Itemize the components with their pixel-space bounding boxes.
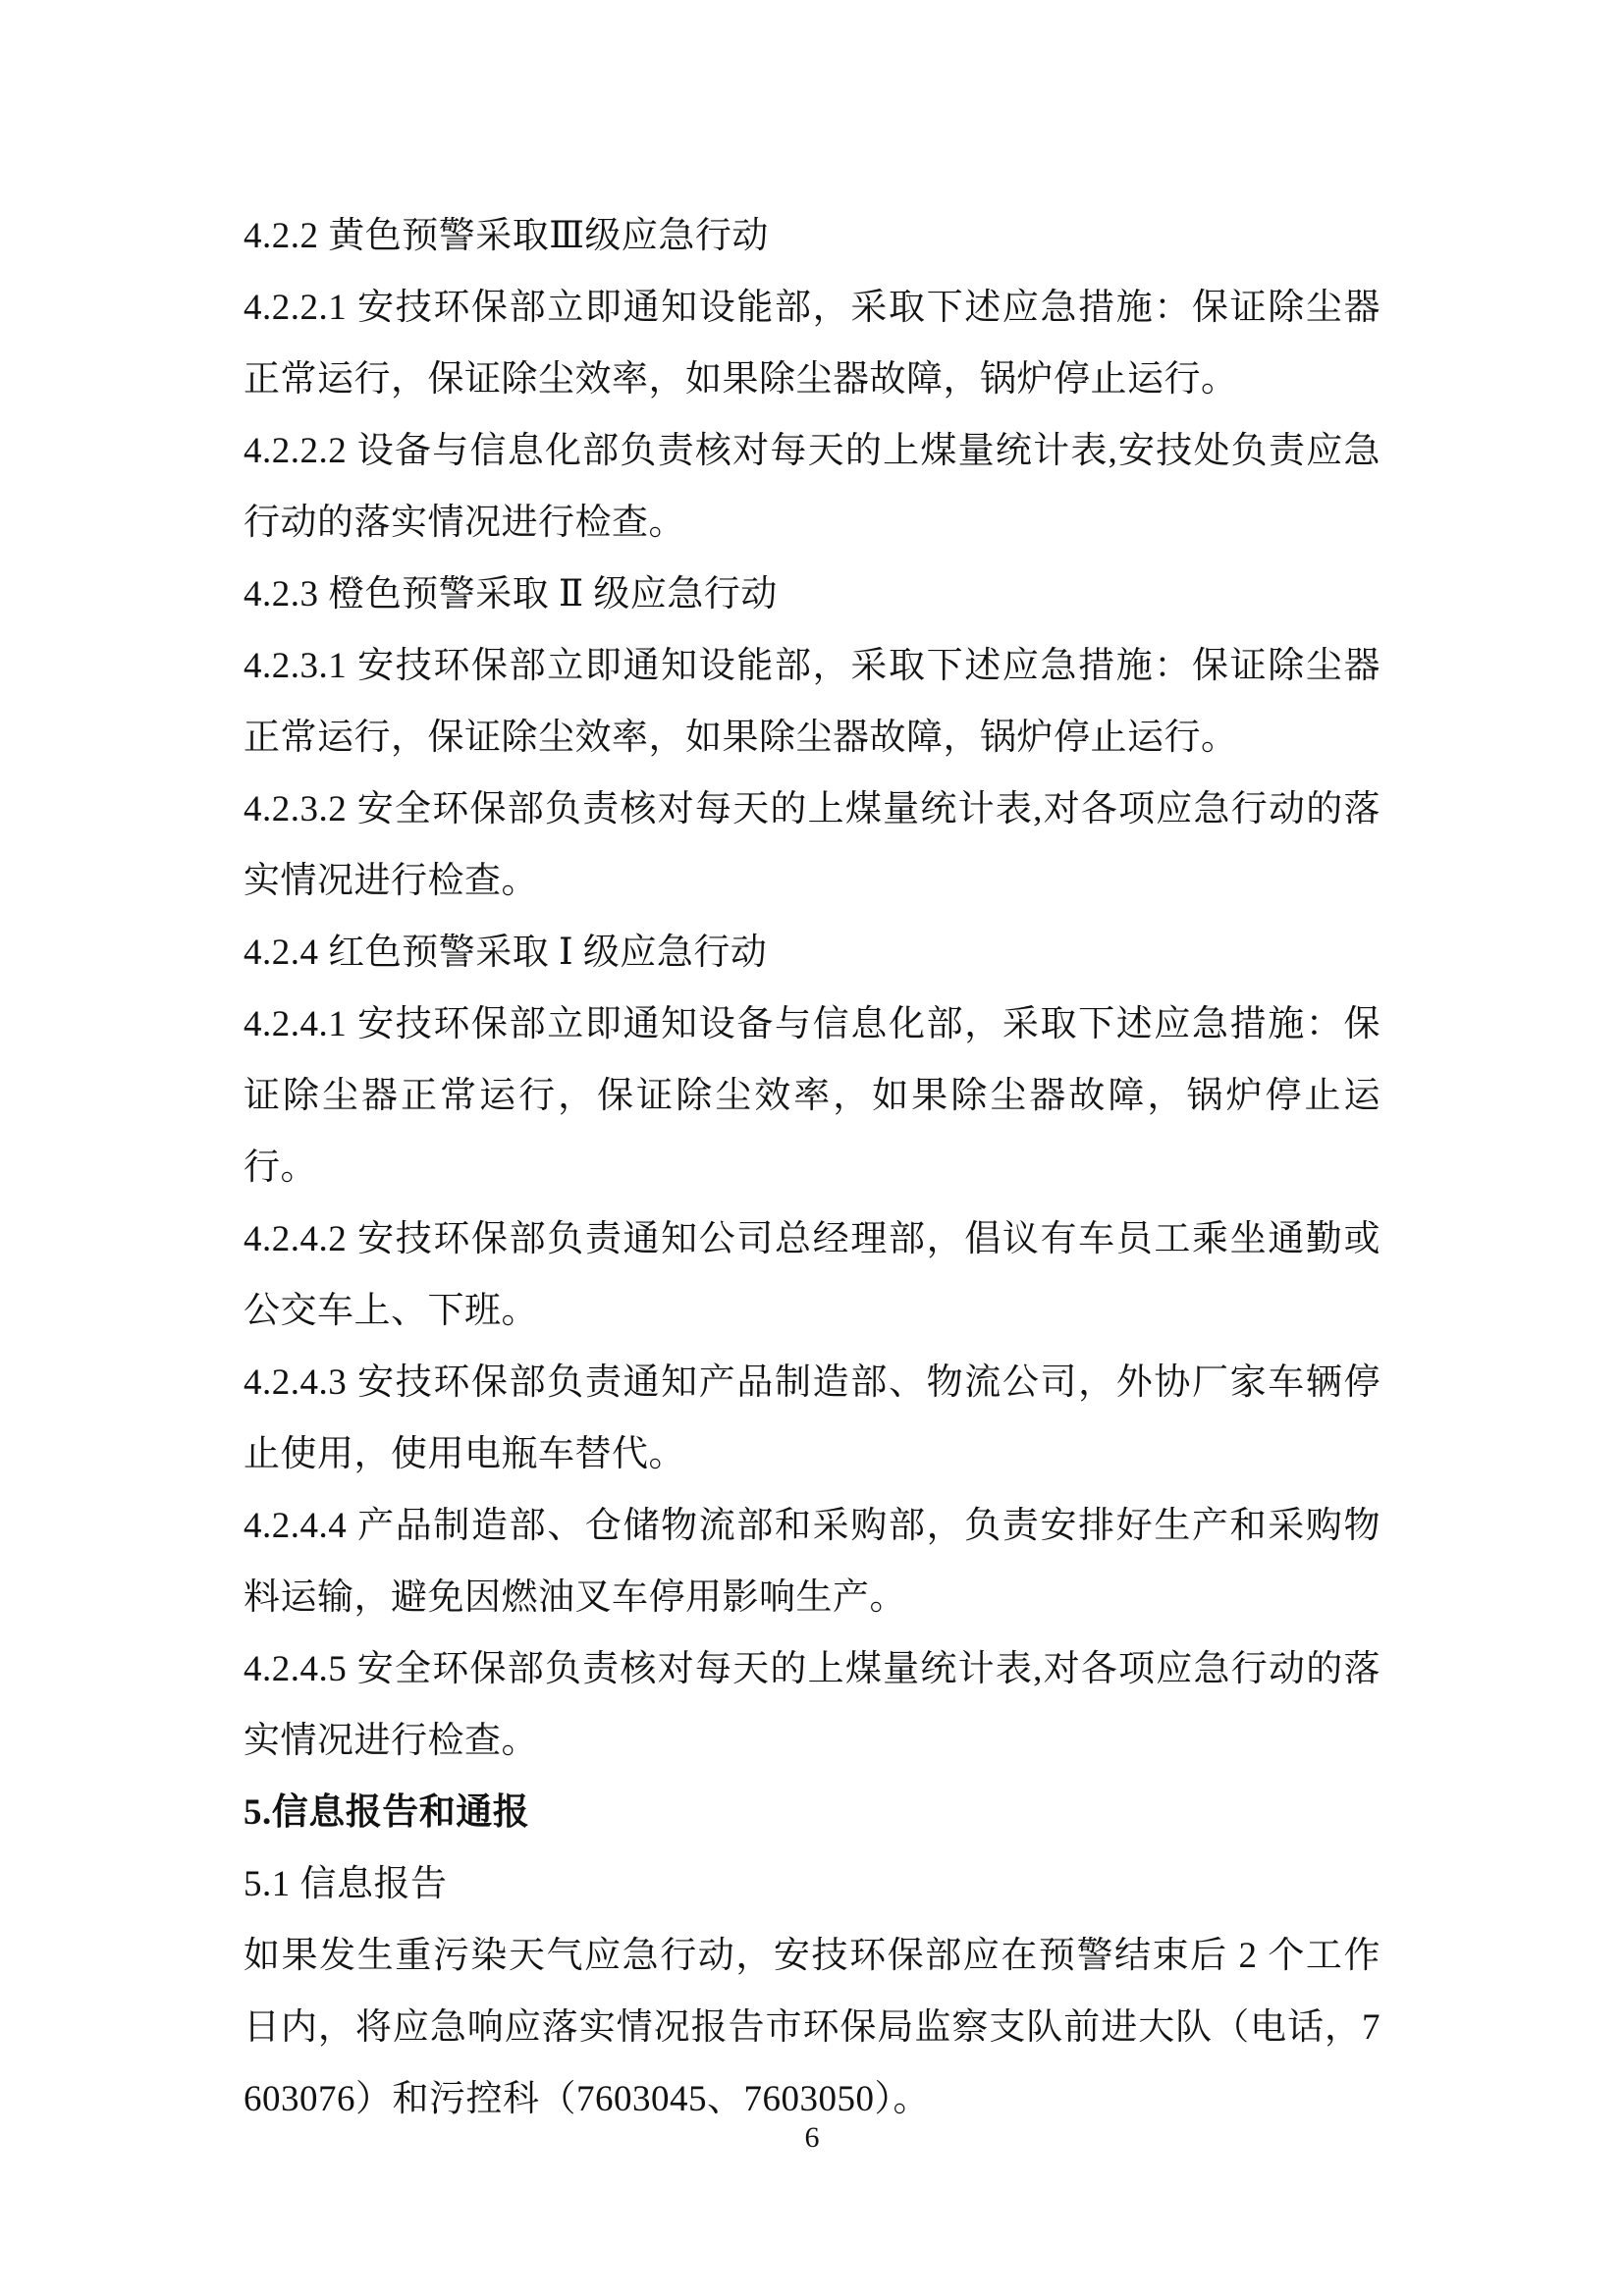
paragraph: 5.1 信息报告 xyxy=(244,1864,448,1904)
section-heading: 5.信息报告和通报 xyxy=(244,1792,530,1833)
paragraph: 4.2.4.1 安技环保部立即通知设备与信息化部，采取下述应急措施：保证除尘器正常运行，保证除尘效率，如果除尘器故障，锅炉停止运行。 xyxy=(244,1004,1380,1188)
paragraph: 4.2.3.2 安全环保部负责核对每天的上煤量统计表,对各项应急行动的落实情况进行检查。 xyxy=(244,789,1380,901)
document-body xyxy=(244,200,1380,2135)
paragraph: 4.2.4.2 安技环保部负责通知公司总经理部，倡议有车员工乘坐通勤或公交车上、下班。 xyxy=(244,1219,1380,1331)
paragraph: 4.2.2.1 安技环保部立即通知设能部，采取下述应急措施：保证除尘器正常运行，保证除尘效率，如果除尘器故障，锅炉停止运行。 xyxy=(244,288,1380,400)
paragraph: 4.2.3 橙色预警采取 Ⅱ 级应急行动 xyxy=(244,574,778,614)
paragraph: 4.2.4 红色预警采取 Ⅰ 级应急行动 xyxy=(244,933,768,973)
paragraph: 4.2.2 黄色预警采取Ⅲ级应急行动 xyxy=(244,216,769,256)
paragraph: 4.2.4.3 安技环保部负责通知产品制造部、物流公司，外协厂家车辆停止使用，使用电瓶车替代。 xyxy=(244,1362,1380,1474)
page-number: 6 xyxy=(804,2121,820,2154)
paragraph: 4.2.4.5 安全环保部负责核对每天的上煤量统计表,对各项应急行动的落实情况进行检查。 xyxy=(244,1649,1380,1761)
paragraph: 4.2.3.1 安技环保部立即通知设能部，采取下述应急措施：保证除尘器正常运行，保证除尘效率，如果除尘器故障，锅炉停止运行。 xyxy=(244,646,1380,758)
paragraph: 4.2.4.4 产品制造部、仓储物流部和采购部，负责安排好生产和采购物料运输，避免因燃油叉车停用影响生产。 xyxy=(244,1506,1380,1618)
paragraph: 4.2.2.2 设备与信息化部负责核对每天的上煤量统计表,安技处负责应急行动的落实情况进行检查。 xyxy=(244,431,1380,543)
paragraph: 如果发生重污染天气应急行动，安技环保部应在预警结束后 2 个工作日内，将应急响应落实情况报告市环保局监察支队前进大队（电话，7603076）和污控科（7603045、7603050）。 xyxy=(244,1936,1380,2119)
page-footer xyxy=(0,2120,1624,2156)
